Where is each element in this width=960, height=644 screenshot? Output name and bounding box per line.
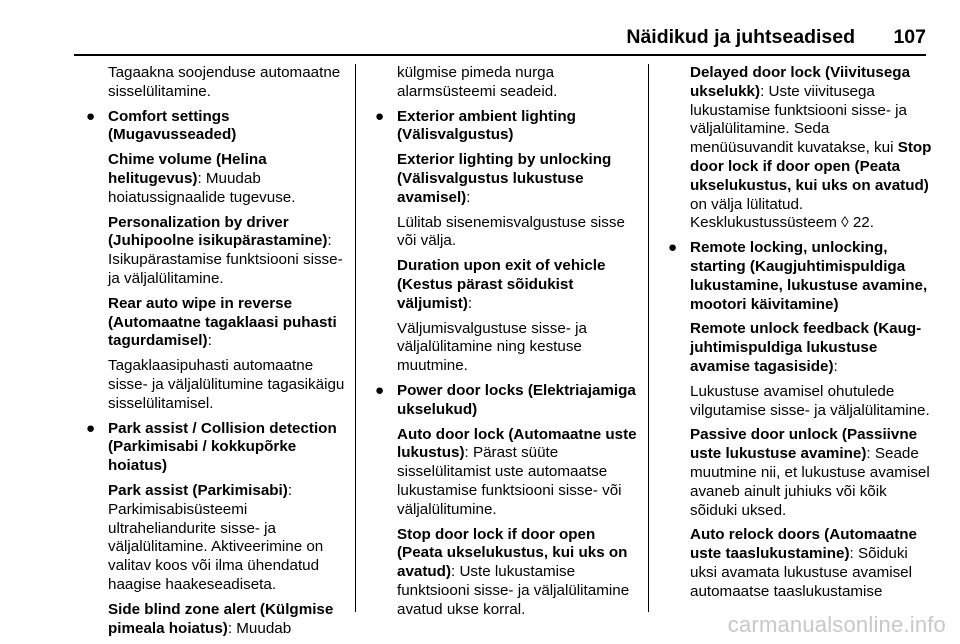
bullet-item xyxy=(373,108,641,146)
setting-text: : xyxy=(833,357,838,375)
column-middle xyxy=(373,64,641,626)
setting-name: Passive door unlock (Passiivne uste lukustuse avamine) xyxy=(690,426,918,463)
setting-name: Stop door lock if door open (Peata ukselukustus, kui uks on avatud) xyxy=(397,525,628,581)
bullet-item xyxy=(84,420,346,476)
header-rule xyxy=(74,54,926,56)
paragraph xyxy=(666,426,936,520)
bullet-item xyxy=(373,382,641,420)
paragraph: külgmise pimeda nurga alarmsüsteemi seadeid. xyxy=(397,64,558,100)
setting-name: Auto relock doors (Automaatne uste taaslukustamine) xyxy=(690,526,917,563)
setting-name: Duration upon exit of vehicle (Kestus pärast sõidukist väljumist) xyxy=(397,257,606,312)
page-number: 107 xyxy=(893,26,926,48)
setting-text: : Parkimisabisüsteemi ultraheliandurite sisse- ja väljalülitamine. Aktiveerimine on valitav koos või ilma ühendatud haagise haakeseadiseta. xyxy=(108,481,324,593)
bullet-heading: Comfort settings (Mugavusseaded) xyxy=(108,107,237,144)
setting-text: on välja lülitatud. Kesklukustussüsteem ◊ 22. xyxy=(690,195,874,232)
bullet-icon: ● xyxy=(375,107,385,125)
bullet-icon: ● xyxy=(668,239,678,257)
page-header xyxy=(0,22,960,56)
paragraph: Lülitab sisenemisvalgustuse sisse või välja. xyxy=(397,213,625,250)
bullet-item xyxy=(666,239,936,314)
paragraph xyxy=(84,601,346,639)
setting-text: : Sõiduki uksi avamata lukustuse avamisel automaatse taaslukustamise xyxy=(690,545,913,600)
setting-text: : xyxy=(466,188,471,206)
setting-text: : Muudab xyxy=(227,619,292,637)
paragraph xyxy=(373,151,641,207)
column-left xyxy=(84,64,346,644)
setting-text: : Isikupärastamise funktsiooni sisse- ja väljalülitamine. xyxy=(108,232,343,287)
bullet-heading: Remote locking, unlocking, starting (Kaugjuhtimispuldiga lukustamine, lukustuse avamine, mootori käivitamine) xyxy=(690,239,928,313)
setting-text: : xyxy=(467,294,473,312)
setting-name: Auto door lock (Automaatne uste lukustus) xyxy=(397,425,637,462)
bullet-heading: Park assist / Collision detection (Parkimisabi / kokkupõrke hoiatus) xyxy=(108,419,337,475)
paragraph xyxy=(666,64,936,233)
column-divider xyxy=(648,64,649,612)
bullet-heading: Power door locks (Elektriajamiga ukselukud) xyxy=(397,381,636,418)
setting-name: Remote unlock feedback (Kaug-juhtimispuldiga lukustuse avamise tagasiside) xyxy=(690,320,922,375)
setting-text: : Muudab hoiatussignaalide tugevuse. xyxy=(108,169,296,206)
setting-name: Delayed door lock (Viivitusega ukselukk) xyxy=(690,64,911,100)
column-divider xyxy=(355,64,356,612)
setting-name: Side blind zone alert (Külgmise pimeala hoiatus) xyxy=(108,600,334,637)
bullet-icon: ● xyxy=(86,419,96,437)
watermark: carmanualsonline.info xyxy=(727,612,946,637)
bullet-icon: ● xyxy=(86,107,96,125)
setting-reference: Stop door lock if door open (Peata ukselukustus, kui uks on avatud) xyxy=(690,139,932,194)
paragraph: Väljumisvalgustuse sisse- ja väljalülitamine ning kestuse muutmine. xyxy=(397,319,587,375)
paragraph xyxy=(666,320,936,376)
bullet-heading: Exterior ambient lighting (Välisvalgustus) xyxy=(397,107,576,144)
paragraph xyxy=(84,214,346,289)
paragraph xyxy=(373,426,641,520)
paragraph xyxy=(666,526,936,601)
setting-name: Personalization by driver (Juhipoolne isikupärastamine) xyxy=(108,213,328,250)
paragraph xyxy=(373,526,641,620)
setting-name: Exterior lighting by unlocking (Välisvalgustus lukustuse avamisel) xyxy=(397,151,612,206)
paragraph xyxy=(373,257,641,313)
setting-text: : Uste viivitusega lukustamise funktsiooni sisse- ja väljalülitamine. Seda menüüsuvandit kuvatakse, kui xyxy=(690,82,907,157)
bullet-item xyxy=(84,108,346,146)
paragraph xyxy=(84,482,346,595)
paragraph: Lukustuse avamisel ohutulede vilgutamise sisse- ja väljalülitamine. xyxy=(690,382,930,419)
setting-name: Rear auto wipe in reverse (Automaatne tagaklaasi puhasti tagurdamisel) xyxy=(108,294,337,350)
paragraph: Tagaakna soojenduse automaatne sisselülitamine. xyxy=(108,64,341,100)
setting-text: : Pärast süüte sisselülitamist uste automaatse lukustamise funktsiooni sisse- või väljalülitumine. xyxy=(397,444,622,518)
setting-text: : Seade muutmine nii, et lukustuse avamisel avaneb ainult juhiuks või kõik sõiduki uksed. xyxy=(690,445,930,519)
setting-name: Park assist (Parkimisabi) xyxy=(108,481,288,499)
page-title: Näidikud ja juhtseadised xyxy=(626,26,855,48)
setting-text: : Uste lukustamise funktsiooni sisse- ja väljalülitamine avatud ukse korral. xyxy=(397,563,630,618)
paragraph xyxy=(84,151,346,207)
setting-text: : xyxy=(207,332,212,350)
paragraph: Tagaklaasipuhasti automaatne sisse- ja väljalülitumine tagasikäigu sisselülitamisel. xyxy=(108,357,345,412)
column-right xyxy=(666,64,936,608)
setting-name: Chime volume (Helina helitugevus) xyxy=(108,151,267,187)
bullet-icon: ● xyxy=(375,381,385,399)
paragraph xyxy=(84,295,346,351)
